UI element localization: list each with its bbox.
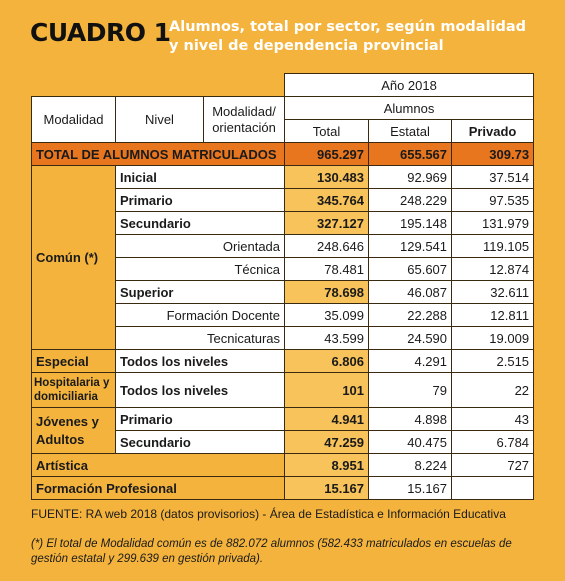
cell-privado: 131.979 xyxy=(452,212,534,235)
cell-estatal: 195.148 xyxy=(369,212,452,235)
header-anio: Año 2018 xyxy=(285,74,534,97)
cuadro-label: CUADRO 1 xyxy=(30,18,171,47)
cell-privado: 119.105 xyxy=(452,235,534,258)
header-estatal: Estatal xyxy=(369,120,452,143)
header-row-year xyxy=(32,74,534,97)
nivel-superior: Superior xyxy=(116,281,285,304)
cell-privado: 2.515 xyxy=(452,350,534,373)
modalidad-artistica: Artística xyxy=(32,454,285,477)
header-modalidad: Modalidad xyxy=(32,97,116,143)
header-alumnos: Alumnos xyxy=(285,97,534,120)
nivel-inicial: Inicial xyxy=(116,166,285,189)
header-row-alumnos xyxy=(32,97,534,120)
cell-estatal: 4.291 xyxy=(369,350,452,373)
cell-estatal: 65.607 xyxy=(369,258,452,281)
cell-total: 78.698 xyxy=(285,281,369,304)
cell-estatal: 129.541 xyxy=(369,235,452,258)
cell-total: 8.951 xyxy=(285,454,369,477)
cell-privado: 97.535 xyxy=(452,189,534,212)
nivel-secundario: Secundario xyxy=(116,431,285,454)
total-label: TOTAL DE ALUMNOS MATRICULADOS xyxy=(32,143,285,166)
nivel-primario: Primario xyxy=(116,189,285,212)
table-row xyxy=(32,373,534,408)
total-estatal: 655.567 xyxy=(369,143,452,166)
cell-total: 248.646 xyxy=(285,235,369,258)
header-nivel: Nivel xyxy=(116,97,204,143)
cell-total: 78.481 xyxy=(285,258,369,281)
header-total: Total xyxy=(285,120,369,143)
modalidad-especial: Especial xyxy=(32,350,116,373)
table-subtitle: Alumnos, total por sector, según modalidad y nivel de dependencia provincial xyxy=(169,19,527,54)
cell-privado: 19.009 xyxy=(452,327,534,350)
modalidad-comun: Común (*) xyxy=(32,166,116,350)
modalidad-formacion-profesional: Formación Profesional xyxy=(32,477,285,500)
table-row xyxy=(32,454,534,477)
cell-total: 15.167 xyxy=(285,477,369,500)
cell-estatal: 79 xyxy=(369,373,452,408)
students-table xyxy=(31,73,534,500)
cell-privado xyxy=(452,477,534,500)
orient-tecnicaturas: Tecnicaturas xyxy=(116,327,285,350)
cell-estatal: 15.167 xyxy=(369,477,452,500)
orient-tecnica: Técnica xyxy=(116,258,285,281)
cell-privado: 12.811 xyxy=(452,304,534,327)
cell-estatal: 248.229 xyxy=(369,189,452,212)
cell-total: 6.806 xyxy=(285,350,369,373)
source-note: FUENTE: RA web 2018 (datos provisorios) - Área de Estadística e Información Educativa xyxy=(31,507,506,521)
cell-estatal: 24.590 xyxy=(369,327,452,350)
cell-privado: 43 xyxy=(452,408,534,431)
cell-total: 4.941 xyxy=(285,408,369,431)
header-empty xyxy=(32,74,285,97)
cell-estatal: 40.475 xyxy=(369,431,452,454)
table-row xyxy=(32,477,534,500)
cell-total: 43.599 xyxy=(285,327,369,350)
modalidad-jovenes: Jóvenes y Adultos xyxy=(32,408,116,454)
cell-total: 47.259 xyxy=(285,431,369,454)
cell-total: 101 xyxy=(285,373,369,408)
cell-total: 327.127 xyxy=(285,212,369,235)
cell-total: 130.483 xyxy=(285,166,369,189)
cell-privado: 12.874 xyxy=(452,258,534,281)
nivel-primario: Primario xyxy=(116,408,285,431)
cell-privado: 32.611 xyxy=(452,281,534,304)
table-row xyxy=(32,166,534,189)
total-privado: 309.73 xyxy=(452,143,534,166)
cell-estatal: 4.898 xyxy=(369,408,452,431)
total-row xyxy=(32,143,534,166)
nivel-todos: Todos los niveles xyxy=(116,350,285,373)
orient-formacion-docente: Formación Docente xyxy=(116,304,285,327)
cell-privado: 22 xyxy=(452,373,534,408)
cell-total: 345.764 xyxy=(285,189,369,212)
cell-privado: 6.784 xyxy=(452,431,534,454)
nivel-secundario: Secundario xyxy=(116,212,285,235)
cell-privado: 727 xyxy=(452,454,534,477)
nivel-todos: Todos los niveles xyxy=(116,373,285,408)
header xyxy=(30,14,555,60)
cell-privado: 37.514 xyxy=(452,166,534,189)
orient-orientada: Orientada xyxy=(116,235,285,258)
footnote: (*) El total de Modalidad común es de 882.072 alumnos (582.433 matriculados en escuelas de gestión estatal y 299.639 en gestión privada). xyxy=(31,538,512,565)
header-privado: Privado xyxy=(452,120,534,143)
cell-total: 35.099 xyxy=(285,304,369,327)
cell-estatal: 8.224 xyxy=(369,454,452,477)
cell-estatal: 22.288 xyxy=(369,304,452,327)
total-total: 965.297 xyxy=(285,143,369,166)
cell-estatal: 92.969 xyxy=(369,166,452,189)
table-row xyxy=(32,350,534,373)
modalidad-hospitalaria: Hospitalaria y domiciliaria xyxy=(32,373,116,408)
cell-estatal: 46.087 xyxy=(369,281,452,304)
table-row xyxy=(32,408,534,431)
header-orientacion: Modalidad/ orientación xyxy=(204,97,285,143)
